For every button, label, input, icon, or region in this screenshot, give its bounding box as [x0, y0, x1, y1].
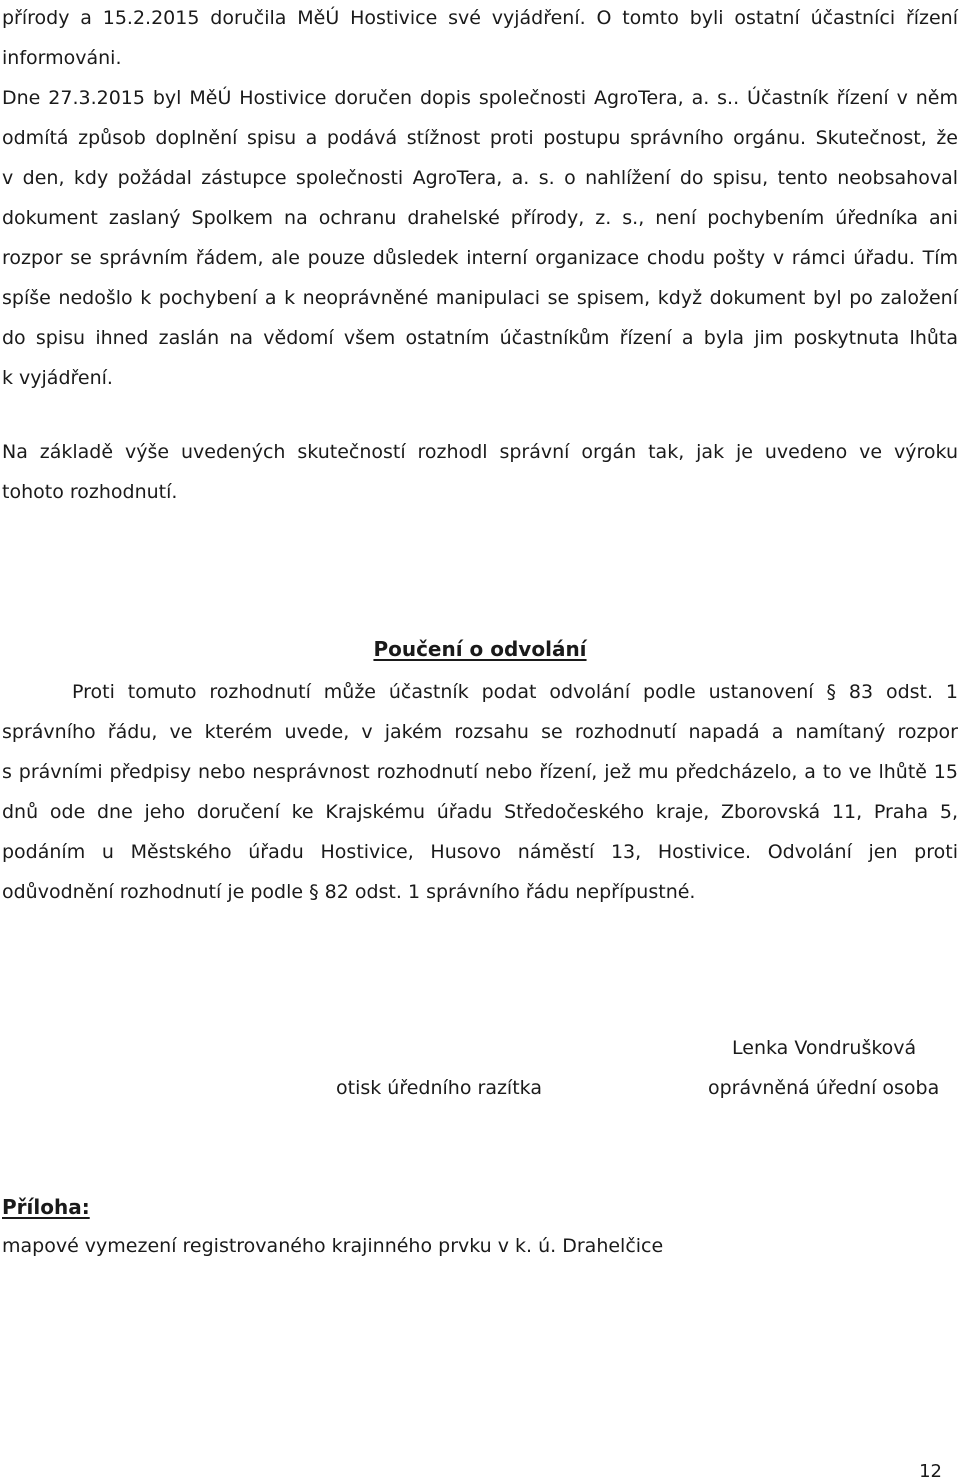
text-line: tohoto rozhodnutí. [2, 481, 178, 503]
text-line: informováni. [2, 47, 122, 69]
signer-name: Lenka Vondrušková [732, 1037, 917, 1059]
page-number: 12 [919, 1461, 942, 1482]
attachment-text: mapové vymezení registrovaného krajinného prvku v k. ú. Drahelčice [2, 1235, 664, 1257]
attachment-title: Příloha: [2, 1195, 90, 1219]
text-line: odůvodnění rozhodnutí je podle § 82 odst. 1 správního řádu nepřípustné. [2, 881, 696, 903]
signer-role: oprávněná úřední osoba [708, 1077, 940, 1099]
text-line: dnů ode dne jeho doručení ke Krajskému úřadu Středočeského kraje, Zborovská 11, Praha 5, [2, 801, 958, 823]
text-line: Na základě výše uvedených skutečností rozhodl správní orgán tak, jak je uvedeno ve výroku [2, 441, 958, 463]
appeal-heading: Poučení o odvolání [373, 637, 587, 661]
text-line: spíše nedošlo k pochybení a k neoprávněné manipulaci se spisem, když dokument byl po založení [2, 287, 958, 309]
text-line: podáním u Městského úřadu Hostivice, Husovo náměstí 13, Hostivice. Odvolání jen proti [2, 841, 958, 863]
text-line: v den, kdy požádal zástupce společnosti AgroTera, a. s. o nahlížení do spisu, tento neobsahoval [2, 167, 958, 189]
text-line: do spisu ihned zaslán na vědomí všem ostatním účastníkům řízení a byla jim poskytnuta lhůta [2, 327, 958, 349]
text-line: správního řádu, ve kterém uvede, v jakém rozsahu se rozhodnutí napadá a namítaný rozpor [2, 721, 958, 743]
text-line: s právními předpisy nebo nesprávnost rozhodnutí nebo řízení, jež mu předcházelo, a to ve lhůtě 15 [2, 761, 958, 783]
text-line: Dne 27.3.2015 byl MěÚ Hostivice doručen dopis společnosti AgroTera, a. s.. Účastník řízení v něm [2, 87, 958, 109]
text-line: rozpor se správním řádem, ale pouze důsledek interní organizace chodu pošty v rámci úřadu. Tím [2, 247, 958, 269]
text-line: přírody a 15.2.2015 doručila MěÚ Hostivice své vyjádření. O tomto byli ostatní účastníci řízení [2, 7, 958, 29]
text-line: odmítá způsob doplnění spisu a podává stížnost proti postupu správního orgánu. Skutečnost, že [2, 127, 958, 149]
stamp-label: otisk úředního razítka [336, 1077, 542, 1099]
text-line: Proti tomuto rozhodnutí může účastník podat odvolání podle ustanovení § 83 odst. 1 [72, 681, 958, 703]
text-line: dokument zaslaný Spolkem na ochranu drahelské přírody, z. s., není pochybením úředníka ani [2, 207, 958, 229]
text-line: k vyjádření. [2, 367, 113, 389]
